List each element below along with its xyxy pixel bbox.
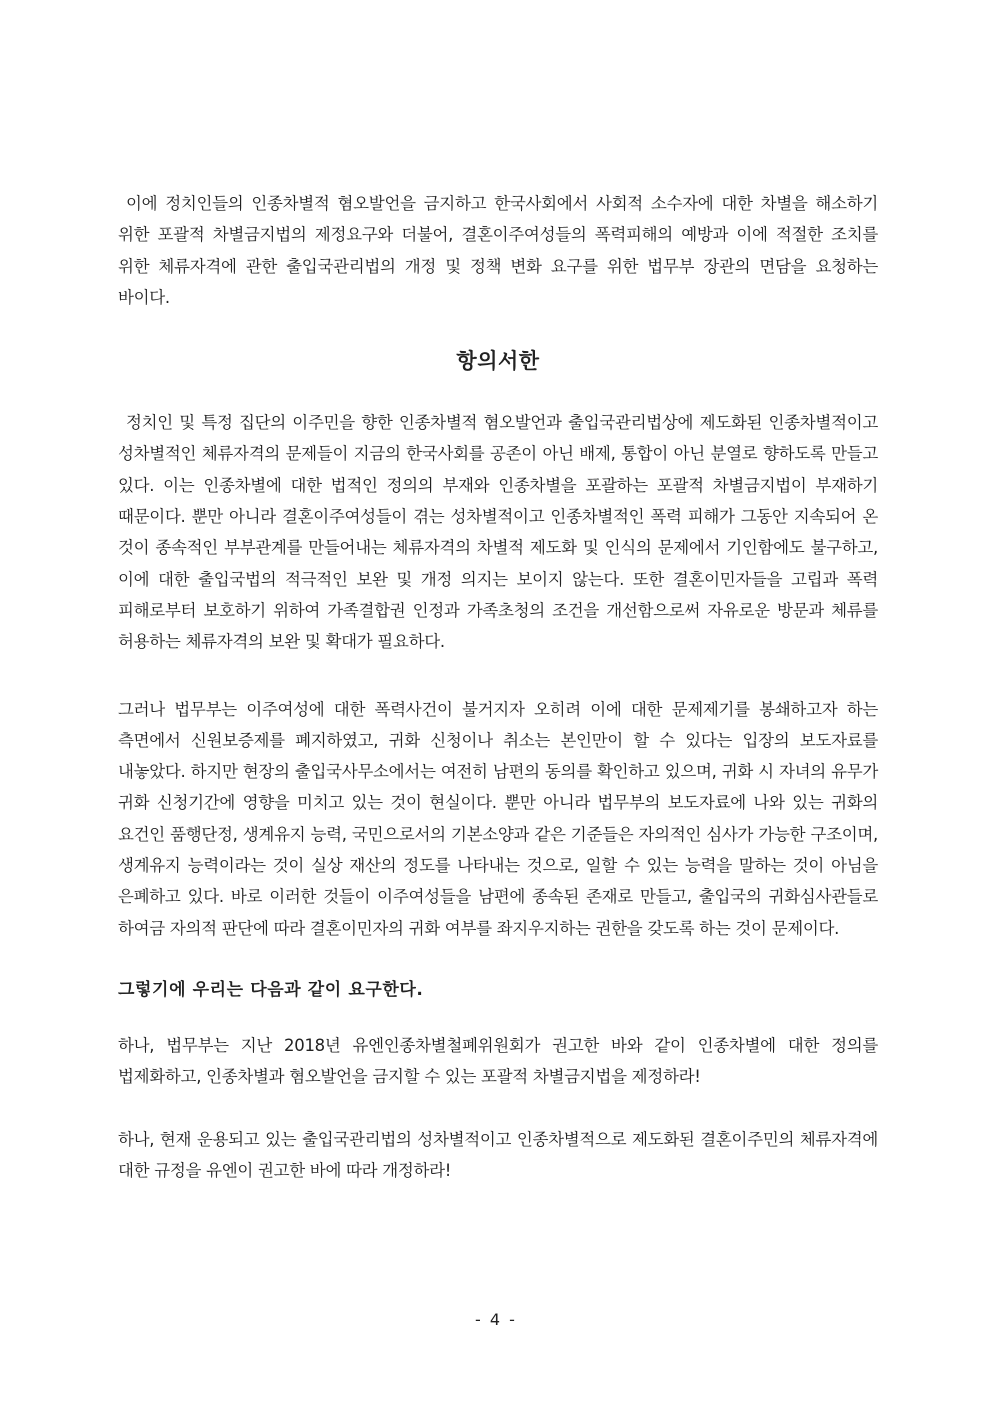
document-body [118,188,878,1186]
body-paragraph-2: 그러나 법무부는 이주여성에 대한 폭력사건이 불거지자 오히려 이에 대한 문제제기를 봉쇄하고자 하는 측면에서 신원보증제를 폐지하였고, 귀화 신청이나 취소는 본인만이 할 수 있다는 입장의 보도자료를 내놓았다. 하지만 현장의 출입국사무소에서는 여전히 남편의 동의를 확인하고 있으며, 귀화 시 자녀의 유무가 귀화 신청기간에 영향을 미치고 있는 것이 현실이다. 뿐만 아니라 법무부의 보도자료에 나와 있는 귀화의 요건인 품행단정, 생계유지 능력, 국민으로서의 기본소양과 같은 기준들은 자의적인 심사가 가능한 구조이며, 생계유지 능력이라는 것이 실상 재산의 정도를 나타내는 것으로, 일할 수 있는 능력을 말하는 것이 아님을 은폐하고 있다. 바로 이러한 것들이 이주여성들을 남편에 종속된 존재로 만들고, 출입국의 귀화심사관들로 하여금 자의적 판단에 따라 결혼이민자의 귀화 여부를 좌지우지하는 권한을 갖도록 하는 것이 문제이다. [118,699,878,938]
intro-paragraph: 이에 정치인들의 인종차별적 혐오발언을 금지하고 한국사회에서 사회적 소수자에 대한 차별을 해소하기 위한 포괄적 차별금지법의 제정요구와 더불어, 결혼이주여성들의 폭력피해의 예방과 이에 적절한 조치를 위한 체류자격에 관한 출입국관리법의 개정 및 정책 변화 요구를 위한 법무부 장관의 면담을 요청하는 바이다. [118,194,878,307]
demand-item-1: 하나, 법무부는 지난 2018년 유엔인종차별철폐위원회가 권고한 바와 같이 인종차별에 대한 정의를 법제화하고, 인종차별과 혐오발언을 금지할 수 있는 포괄적 차별금지법을 제정하라! [118,1035,878,1087]
body-paragraph-1: 정치인 및 특정 집단의 이주민을 향한 인종차별적 혐오발언과 출입국관리법상에 제도화된 인종차별적이고 성차별적인 체류자격의 문제들이 지금의 한국사회를 공존이 아닌 배제, 통합이 아닌 분열로 향하도록 만들고 있다. 이는 인종차별에 대한 법적인 정의의 부재와 인종차별을 포괄하는 포괄적 차별금지법이 부재하기 때문이다. 뿐만 아니라 결혼이주여성들이 겪는 성차별적이고 인종차별적인 폭력 피해가 그동안 지속되어 온 것이 종속적인 부부관계를 만들어내는 체류자격의 차별적 제도화 및 인식의 문제에서 기인함에도 불구하고, 이에 대한 출입국법의 적극적인 보완 및 개정 의지는 보이지 않는다. 또한 결혼이민자들을 고립과 폭력 피해로부터 보호하기 위하여 가족결합권 인정과 가족초청의 조건을 개선함으로써 자유로운 방문과 체류를 허용하는 체류자격의 보완 및 확대가 필요하다. [118,413,878,652]
protest-letter-heading: 항의서한 [456,349,540,374]
page-number: - 4 - [475,1310,517,1329]
demands-heading: 그렇기에 우리는 다음과 같이 요구한다. [118,979,424,1000]
demand-item-2: 하나, 현재 운용되고 있는 출입국관리법의 성차별적이고 인종차별적으로 제도화된 결혼이주민의 체류자격에 대한 규정을 유엔이 권고한 바에 따라 개정하라! [118,1129,878,1180]
